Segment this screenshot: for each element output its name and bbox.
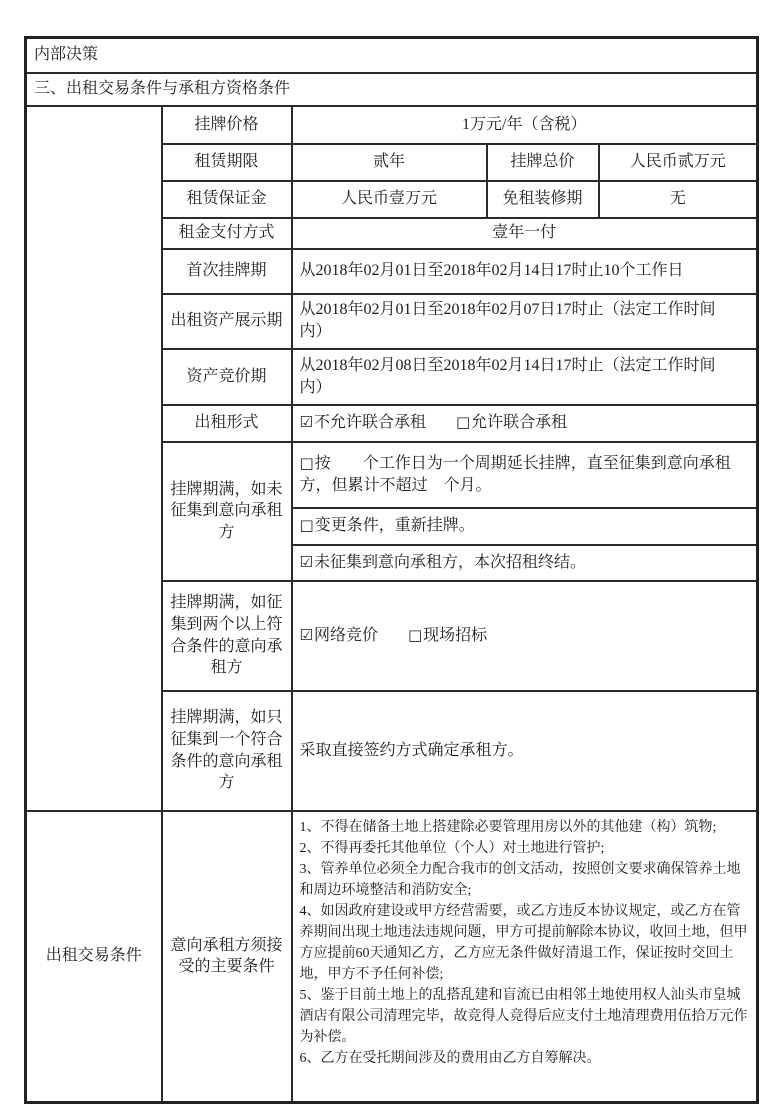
checkbox-unchecked-icon: □	[299, 516, 314, 535]
asset-display-period-value	[292, 294, 758, 349]
listing-total-label: 挂牌总价	[487, 144, 599, 181]
internal-decision-row	[26, 38, 758, 73]
asset-bidding-period-value	[292, 349, 758, 405]
payment-method-label: 租金支付方式	[162, 218, 292, 249]
first-listing-period-label: 首次挂牌期	[162, 249, 292, 294]
checkbox-checked-icon: ☑	[299, 625, 313, 644]
single-intent-label: 挂牌期满，如只征集到一个符合条件的意向承租方	[162, 691, 292, 811]
no-intent-option-3	[292, 545, 758, 581]
lease-deposit-value: 人民币壹万元	[292, 181, 487, 218]
left-spacer-cell	[26, 106, 162, 811]
section-title: 三、出租交易条件与承租方资格条件	[26, 73, 758, 106]
rent-free-period-label: 免租装修期	[487, 181, 599, 218]
section-title-row	[26, 73, 758, 106]
asset-bidding-period-text: 从2018年02月08日至2018年02月14日17时止（法定工作时间内）	[299, 356, 716, 396]
lease-deposit-label: 租赁保证金	[162, 181, 292, 218]
first-listing-period-value: 从2018年02月01日至2018年02月14日17时止10个工作日	[292, 249, 758, 294]
option-label: 网络竞价	[313, 626, 378, 644]
condition-item: 5、鉴于目前土地上的乱搭乱建和盲流已由相邻土地使用权人汕头市皇城酒店有限公司清理完毕，故竞得人竞得后应支付土地清理费用伍拾万元作为补偿。	[299, 987, 748, 1045]
checkbox-unchecked-icon: □	[407, 625, 423, 644]
main-conditions-label: 意向承租方须接受的主要条件	[162, 811, 292, 1103]
no-intent-option-1	[292, 442, 758, 508]
condition-item: 2、不得再委托其他单位（个人）对土地进行管护;	[299, 840, 605, 856]
asset-bidding-period-label: 资产竞价期	[162, 349, 292, 405]
option-label: 允许联合承租	[471, 414, 568, 432]
two-or-more-intent-value	[292, 581, 758, 691]
conditions-table	[24, 36, 759, 1104]
checkbox-unchecked-icon: □	[455, 413, 471, 432]
bidding-option-unchecked	[408, 627, 487, 644]
asset-display-period-text: 从2018年02月01日至2018年02月07日17时止（法定工作时间内）	[299, 301, 716, 340]
lease-term-label: 租赁期限	[162, 144, 292, 181]
single-intent-value: 采取直接签约方式确定承租方。	[292, 691, 758, 811]
condition-item: 1、不得在储备土地上搭建除必要管理用房以外的其他建（构）筑物;	[299, 819, 717, 835]
rental-form-option-unchecked	[456, 414, 567, 431]
table-row	[26, 106, 758, 144]
listing-total-value: 人民币贰万元	[599, 144, 758, 181]
lease-term-value: 贰年	[292, 144, 487, 181]
main-conditions-value	[292, 811, 758, 1103]
rental-form-value	[292, 405, 758, 442]
condition-item: 4、如因政府建设或甲方经营需要，或乙方违反本协议规定，或乙方在管养期间出现土地违法违规问题，甲方可提前解除本协议，收回土地，但甲方应提前60天通知乙方，乙方应无条件做好清退工作，保证按时交回土地，甲方不予任何补偿;	[299, 903, 748, 982]
option-label: 变更条件，重新挂牌。	[314, 517, 475, 535]
listing-price-value: 1万元/年（含税）	[292, 106, 758, 144]
option-label: 按 个工作日为一个周期延长挂牌，直至征集到意向承租方，但累计不超过 个月。	[299, 454, 731, 494]
checkbox-unchecked-icon: □	[299, 453, 314, 472]
option-label: 未征集到意向承租方，本次招租终结。	[313, 553, 586, 571]
condition-item: 6、乙方在受托期间涉及的费用由乙方自筹解决。	[299, 1050, 601, 1066]
no-intent-found-label: 挂牌期满，如未征集到意向承租方	[162, 442, 292, 581]
option-label: 现场招标	[423, 626, 488, 644]
internal-decision-cell: 内部决策	[26, 38, 758, 73]
checkbox-checked-icon: ☑	[299, 552, 313, 571]
two-or-more-intent-label: 挂牌期满，如征集到两个以上符合条件的意向承租方	[162, 581, 292, 691]
listing-price-label: 挂牌价格	[162, 106, 292, 144]
rental-form-option-checked	[300, 414, 426, 431]
rental-form-label: 出租形式	[162, 405, 292, 442]
checkbox-checked-icon: ☑	[299, 413, 313, 432]
table-row	[26, 811, 758, 1103]
asset-display-period-label: 出租资产展示期	[162, 294, 292, 349]
option-label: 不允许联合承租	[313, 414, 426, 432]
payment-method-value: 壹年一付	[292, 218, 758, 249]
bidding-option-checked	[300, 627, 378, 644]
condition-item: 3、管养单位必须全力配合我市的创文活动，按照创文要求确保管养土地和周边环境整洁和消防安全;	[299, 861, 741, 898]
transaction-conditions-label: 出租交易条件	[26, 811, 162, 1103]
rent-free-period-value: 无	[599, 181, 758, 218]
no-intent-option-2	[292, 508, 758, 545]
